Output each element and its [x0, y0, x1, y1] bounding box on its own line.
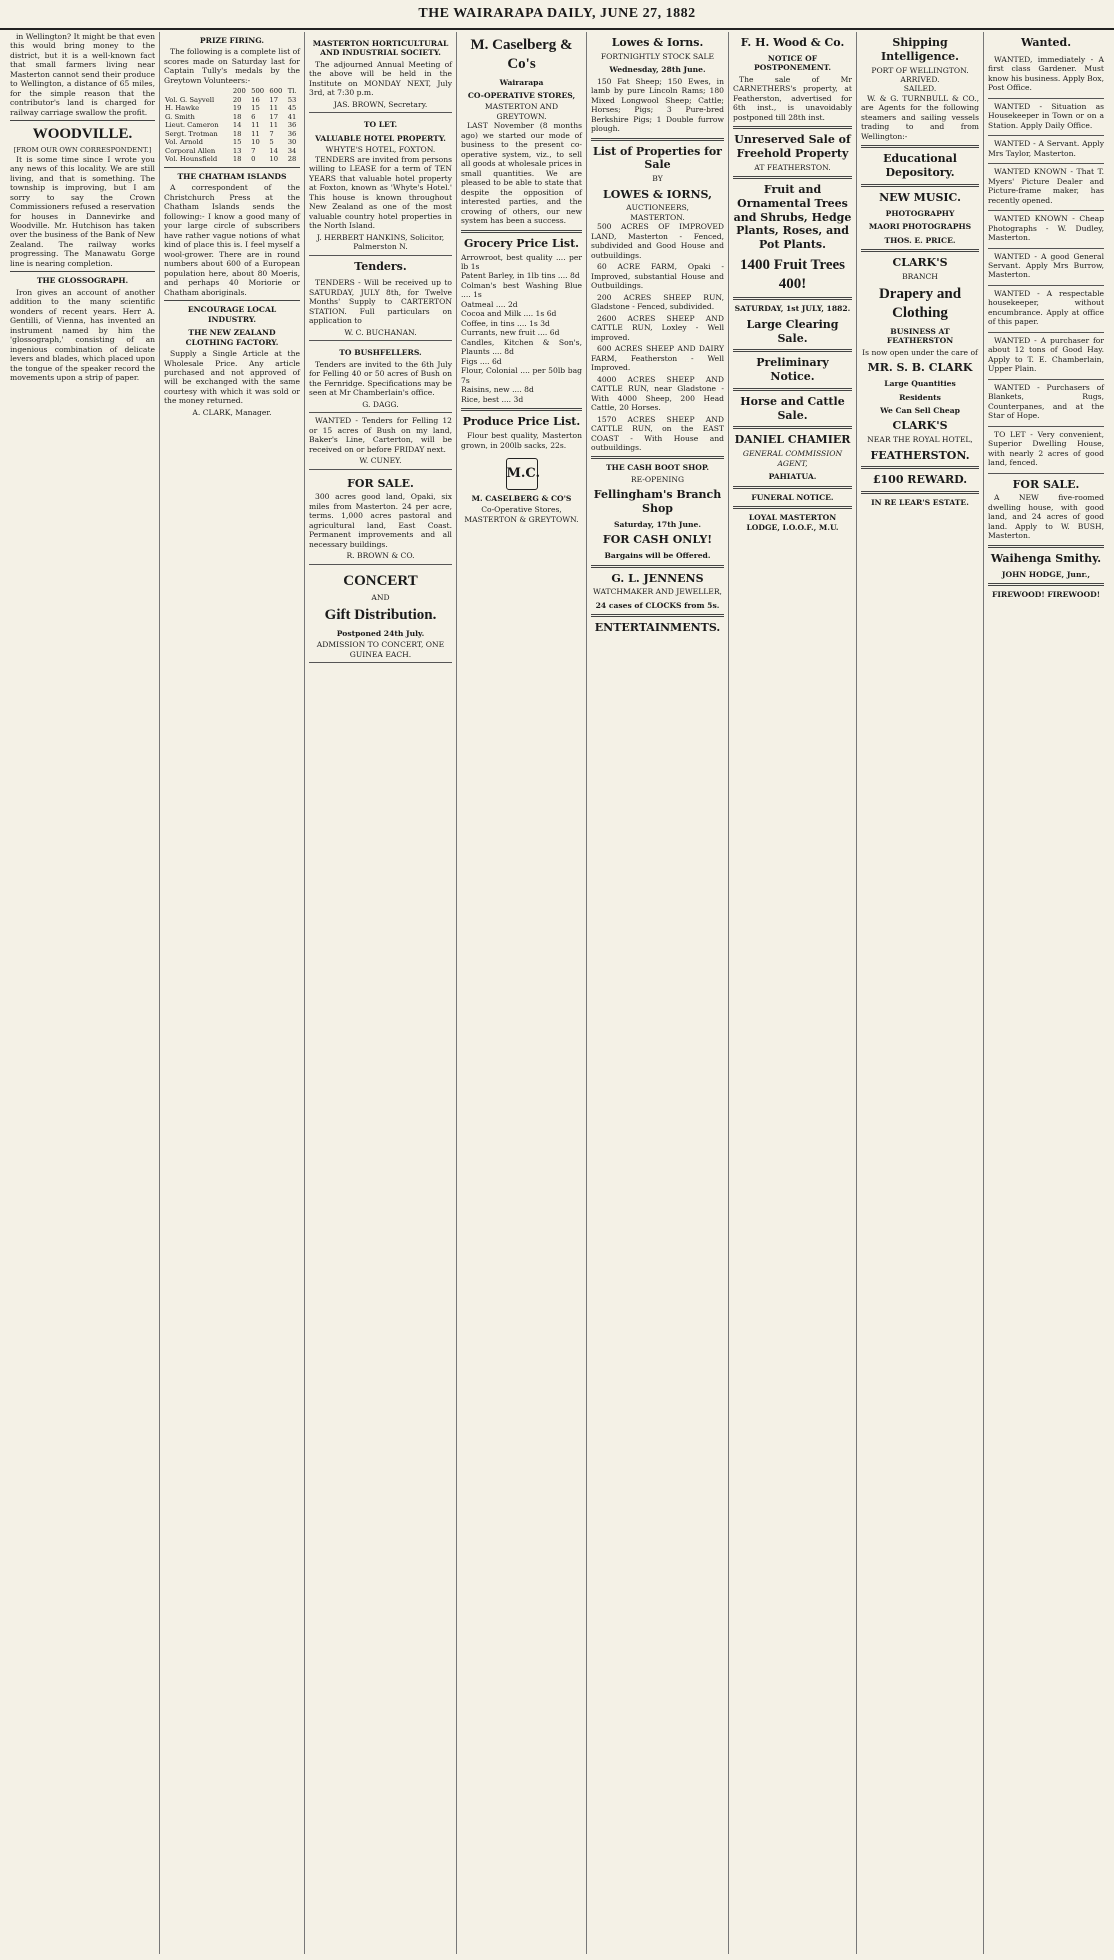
- produce-body: Flour best quality, Masterton grown, in 200lb sacks, 22s.: [461, 431, 582, 450]
- prize-intro: The following is a complete list of scores made on Saturday last for Captain Tully's medals by the Greytown Volunteers:-: [164, 47, 300, 85]
- list-item: Oatmeal .... 2d: [461, 299, 518, 309]
- table-cell: H. Hawke: [165, 104, 200, 113]
- turnbull-body: W. & G. TURNBULL & CO., are Agents for the following steamers and sailing vessels trading to and from Wellington:-: [861, 93, 979, 141]
- divider: [733, 486, 852, 489]
- featherston-business: BUSINESS AT FEATHERSTON: [886, 326, 954, 346]
- table-row: [164, 113, 300, 121]
- table-cell: 15: [232, 138, 242, 147]
- properties-by: BY: [652, 174, 663, 184]
- educational-heading: Educational Depository.: [883, 152, 957, 180]
- woodville-heading: WOODVILLE.: [32, 126, 133, 143]
- table-cell: 45: [287, 104, 297, 113]
- hort-sign: JAS. BROWN, Secretary.: [333, 99, 428, 109]
- article-intro: in Wellington? It might be that even this would bring money to the district, but it is a well-known fact that small farmers living near Masterton cannot send their produce to Wellington, a distance of 65 miles, for the simple reason that the contributor's land is charged for railway carriage swallow the profit.: [10, 32, 155, 117]
- wairarapa-label: Wairarapa: [499, 77, 544, 87]
- lowes-sub: FORTNIGHTLY STOCK SALE: [600, 51, 715, 61]
- table-row: [164, 138, 300, 146]
- table-header-cell: Tl.: [287, 87, 297, 96]
- divider: [861, 491, 979, 494]
- clarks-heading: CLARK'S: [892, 256, 948, 270]
- watchmaker-label: WATCHMAKER AND JEWELLER,: [593, 587, 722, 597]
- column-5: [587, 32, 729, 1954]
- table-header-cell: [164, 87, 232, 95]
- branch-label: BRANCH: [902, 271, 938, 281]
- divider: [591, 456, 724, 459]
- felling-ad: [309, 413, 452, 469]
- table-header-cell: 500: [251, 87, 265, 96]
- table-cell: 20: [232, 95, 242, 104]
- divider: [733, 176, 852, 179]
- to-let-heading: TO LET.: [363, 120, 398, 130]
- sell-cheap: We Can Sell Cheap: [880, 405, 960, 415]
- column-4: [457, 32, 587, 1954]
- for-sale-body: 300 acres good land, Opaki, six miles from Masterton. 24 per acre, terms. 1,000 acres pastoral and agricultural land, East Coast. Permanent improvements and all necessary buildings.: [309, 492, 452, 549]
- admission-notice: ADMISSION TO CONCERT, ONE GUINEA EACH.: [316, 640, 445, 659]
- prize-heading: PRIZE FIRING.: [199, 36, 265, 45]
- tenders-sign: W. C. BUCHANAN.: [344, 327, 417, 337]
- lowes-heading: Lowes & Iorns.: [611, 36, 704, 49]
- caselberg-heading: M. Caselberg & Co's: [470, 37, 573, 72]
- chatham-heading: THE CHATHAM ISLANDS: [177, 171, 287, 181]
- property-item: 2600 ACRES SHEEP AND CATTLE RUN, Loxley - Well improved.: [591, 313, 724, 342]
- tenders-heading: Tenders.: [354, 259, 407, 273]
- divider: [164, 167, 300, 168]
- columns: [6, 32, 1108, 1954]
- to-let-text: TO LET - Very convenient, Superior Dwelling House, with nearly 2 acres of good land, fenced.: [988, 429, 1104, 468]
- list-item: Candles, Kitchen & Son's, Plaunts .... 8d: [461, 337, 582, 357]
- properties-town: MASTERTON.: [630, 212, 685, 222]
- trees-count: 1400 Fruit Trees 400!: [740, 256, 845, 292]
- table-row: [164, 155, 300, 163]
- table-row: [164, 104, 300, 112]
- general-commission: GENERAL COMMISSION AGENT,: [742, 449, 843, 468]
- table-cell: 14: [232, 121, 242, 130]
- table-row: [164, 130, 300, 138]
- divider: [861, 184, 979, 187]
- hort-heading: MASTERTON HORTICULTURAL AND INDUSTRIAL SOCIETY.: [312, 39, 449, 58]
- clothing-signoff: A. CLARK, Manager.: [192, 407, 272, 417]
- property-item: 200 ACRES SHEEP RUN, Gladstone - Fenced, subdivided.: [591, 292, 724, 312]
- paper-title: THE WAIRARAPA DAILY, JUNE 27, 1882: [418, 6, 696, 21]
- table-cell: 53: [287, 95, 297, 104]
- coop-label: CO-OPERATIVE STORES,: [467, 90, 576, 100]
- table-cell: Vol. Arnold: [165, 138, 204, 147]
- table-cell: 30: [287, 138, 297, 147]
- column-8: [984, 32, 1108, 1954]
- for-sale-heading: FOR SALE.: [347, 476, 414, 490]
- unreserved-heading: Unreserved Sale of Freehold Property: [734, 133, 851, 160]
- jennens-heading: G. L. JENNENS: [611, 571, 704, 585]
- foxton-sign: J. HERBERT HANKINS, Solicitor, Palmerston N.: [316, 232, 445, 252]
- glossograph-body: Iron gives an account of another addition to the many scientific wonders of recent years. Herr A. Gentilli, of Vienna, has invented an instrument named by him the 'glossograph,' consisting of an ingenious combination of delicate levers and blades, which placed upon the tongue of the speaker record the movements upon a strip of paper.: [10, 287, 155, 383]
- grocery-list: [461, 253, 582, 405]
- table-cell: 11: [269, 121, 279, 130]
- table-cell: 11: [269, 104, 279, 113]
- list-item: Cocoa and Milk .... 1s 6d: [461, 309, 557, 319]
- table-cell: 18: [232, 129, 242, 138]
- wanted-text: WANTED - A good General Servant. Apply Mrs Burrow, Masterton.: [988, 251, 1104, 280]
- table-row: [164, 121, 300, 129]
- at-featherston: AT FEATHERSTON.: [754, 162, 831, 172]
- table-cell: 10: [251, 138, 260, 147]
- produce-heading: Produce Price List.: [462, 415, 581, 429]
- to-let-house: [988, 427, 1104, 474]
- coop-body: LAST November (8 months ago) we started our mode of business to the present co-operative system, viz., to sell all goods at wholesale prices in small quantities. We are pleased to be able to state that despite the opposition of interested parties, and the crowing of others, our new system has been a success.: [461, 121, 582, 226]
- clarks-heading-2: CLARK'S: [892, 419, 948, 433]
- for-sale-sign: R. BROWN & CO.: [346, 551, 415, 561]
- wanted-text: WANTED - A purchaser for about 12 tons of Good Hay. Apply to T. E. Chamberlain, Upper Plain.: [988, 335, 1104, 374]
- divider: [164, 300, 300, 301]
- table-cell: 6: [251, 112, 256, 121]
- divider: [861, 466, 979, 469]
- for-sale-heading: FOR SALE.: [1012, 477, 1080, 491]
- foxton-sub: WHYTE'S HOTEL, FOXTON.: [325, 145, 436, 155]
- opening-day: Saturday, 17th June.: [614, 519, 701, 529]
- new-music-heading: NEW MUSIC.: [879, 190, 961, 204]
- bushfellers-heading: TO BUSHFELLERS.: [339, 348, 422, 358]
- footer-sub: Co-Operative Stores,: [481, 505, 562, 515]
- cash-boot-heading: THE CASH BOOT SHOP.: [606, 463, 709, 473]
- divider: [733, 126, 852, 129]
- residents: Residents: [899, 392, 941, 402]
- prelim-notice: Preliminary Notice.: [756, 356, 829, 384]
- pahiatua: PAHIATUA.: [768, 472, 817, 482]
- divider: [861, 249, 979, 252]
- price-sign: THOS. E. PRICE.: [884, 235, 956, 245]
- shipping-heading: Shipping Intelligence.: [881, 36, 959, 63]
- wanted-item: [988, 136, 1104, 164]
- table-cell: Vol. Hounsfield: [165, 155, 218, 164]
- footer-loc: MASTERTON & GREYTOWN.: [464, 514, 579, 524]
- prize-table: [164, 87, 300, 163]
- wanted-item: [988, 380, 1104, 427]
- table-cell: 14: [269, 146, 279, 155]
- saturday-date: SATURDAY, 1st JULY, 1882.: [734, 304, 851, 314]
- lear-heading: IN RE LEAR'S ESTATE.: [871, 498, 969, 508]
- wanted-text: WANTED - A respectable housekeeper, without encumbrance. Apply at office of this paper.: [988, 288, 1104, 327]
- hort-society-ad: [309, 32, 452, 113]
- wanted-text: WANTED - A Servant. Apply Mrs Taylor, Masterton.: [988, 139, 1104, 158]
- property-item: 600 ACRES SHEEP AND DAIRY FARM, Featherston - Well Improved.: [591, 344, 724, 373]
- lowes-list: 150 Fat Sheep; 150 Ewes, in lamb by pure Lincoln Rams; 180 Mixed Longwool Sheep; Cattle; Horses; Pigs; 3 Pure-bred Berkshire Pigs; 1 Double furrow plough.: [591, 76, 724, 134]
- prize-table-header: [164, 87, 300, 95]
- column-2: [160, 32, 305, 1954]
- postponement-heading: NOTICE OF POSTPONEMENT.: [754, 53, 831, 73]
- divider: [733, 349, 852, 352]
- lodge-heading: LOYAL MASTERTON LODGE, I.O.O.F., M.U.: [746, 513, 839, 532]
- table-cell: 34: [287, 146, 297, 155]
- property-item: 4000 ACRES SHEEP AND CATTLE RUN, near Gladstone - With 4000 Sheep, 200 Head Cattle, 20 Horses.: [591, 374, 724, 413]
- for-sale-ad: [309, 470, 452, 565]
- glossograph-heading: THE GLOSSOGRAPH.: [36, 276, 129, 286]
- table-cell: 16: [251, 95, 260, 104]
- bushfellers-ad: [309, 341, 452, 413]
- divider: [988, 545, 1104, 548]
- divider: [461, 408, 582, 411]
- divider: [861, 145, 979, 148]
- concert-ad: [309, 565, 452, 663]
- table-cell: 7: [251, 146, 256, 155]
- table-row: [164, 147, 300, 155]
- near-hotel: NEAR THE ROYAL HOTEL,: [867, 435, 973, 445]
- list-item: Colman's best Washing Blue .... 1s: [461, 280, 582, 300]
- table-cell: 18: [232, 112, 242, 121]
- divider: [461, 230, 582, 233]
- table-row: [164, 96, 300, 104]
- firewood-heading: FIREWOOD! FIREWOOD!: [991, 590, 1101, 600]
- wanted-item: [988, 164, 1104, 211]
- list-item: Figs .... 6d: [461, 356, 502, 366]
- clocks-label: 24 cases of CLOCKS from 5s.: [595, 600, 720, 610]
- tenders-ad: [309, 275, 452, 341]
- encourage-heading: ENCOURAGE LOCAL INDUSTRY.: [187, 305, 277, 324]
- sailed-heading: SAILED.: [903, 84, 937, 94]
- large-quantities: Large Quantities: [884, 379, 956, 389]
- table-header-cell: 200: [232, 87, 246, 96]
- featherston-heading: FEATHERSTON.: [870, 448, 970, 462]
- table-cell: 5: [269, 138, 274, 147]
- foxton-hotel-ad: [309, 113, 452, 255]
- properties-firm: LOWES & IORNS,: [603, 187, 712, 201]
- foxton-body: TENDERS are invited from persons willing to LEASE for a term of TEN YEARS that valuable hotel property at Foxton, known as 'Whyte's Hotel.' This house is known throughout New Zealand as one of the most valuable country hotel properties in the North Island.: [309, 154, 453, 231]
- divider: [733, 426, 852, 429]
- footer-name: M. CASELBERG & CO'S: [471, 493, 572, 503]
- photography-heading: PHOTOGRAPHY: [885, 208, 955, 218]
- table-cell: Sergt. Trotman: [165, 129, 218, 138]
- grocery-heading: Grocery Price List.: [463, 236, 580, 250]
- table-cell: 17: [269, 112, 279, 121]
- table-cell: Lieut. Cameron: [165, 121, 219, 130]
- divider: [733, 388, 852, 391]
- chamier-name: DANIEL CHAMIER: [734, 433, 851, 447]
- table-cell: 36: [287, 129, 297, 138]
- for-cash: FOR CASH ONLY!: [602, 533, 713, 547]
- table-cell: 11: [251, 129, 260, 138]
- property-item: 60 ACRE FARM, Opaki - Improved, substantial House and Outbuildings.: [591, 262, 724, 291]
- clark-name: MR. S. B. CLARK: [867, 361, 973, 375]
- bushfellers-sign: G. DAGG.: [362, 399, 399, 409]
- property-item: 500 ACRES OF IMPROVED LAND, Masterton - Fenced, subdivided and Good House and outbuildings.: [591, 222, 724, 260]
- chatham-body: A correspondent of the Christchurch Press at the Chatham Islands sends the following:- I know a good many of your large circle of subscribers have rather vague notions of what kind of place this is. I feel myself a wool-grower. There are in round numbers about 600 of a European population here, about 80 Moeris, and perhaps 40 Moriorie or Chatham aboriginals.: [164, 183, 300, 297]
- table-cell: 7: [269, 129, 274, 138]
- entertainments-heading: ENTERTAINMENTS.: [594, 621, 721, 635]
- properties-heading: List of Properties for Sale: [593, 144, 722, 172]
- divider: [591, 565, 724, 568]
- postponed-notice: Postponed 24th July.: [336, 628, 425, 638]
- drapery-heading: Drapery and Clothing: [878, 286, 962, 322]
- lowes-date: Wednesday, 28th June.: [609, 65, 706, 75]
- wood-heading: F. H. Wood & Co.: [740, 36, 845, 49]
- foxton-heading: VALUABLE HOTEL PROPERTY.: [315, 133, 446, 143]
- wanted-item: [988, 249, 1104, 286]
- table-cell: 18: [232, 155, 242, 164]
- table-cell: Corporal Allen: [165, 146, 216, 155]
- gift-heading: Gift Distribution.: [324, 607, 437, 624]
- wanted-item: [988, 211, 1104, 248]
- column-3: [305, 32, 457, 1954]
- table-cell: 15: [251, 104, 260, 113]
- wanted-item: [988, 286, 1104, 333]
- column-6: [729, 32, 857, 1954]
- wanted-text: WANTED - Purchasers of Blankets, Rugs, Counterpanes, and at the Star of Hope.: [988, 382, 1104, 421]
- smithy-heading: Waihenga Smithy.: [990, 551, 1102, 565]
- clothing-factory-body: Supply a Single Article at the Wholesale Price. Any article purchased and not approved of will be exchanged with the same courtesy with which it was sold or the money returned.: [164, 349, 300, 406]
- divider: [10, 120, 155, 121]
- column-1: [6, 32, 160, 1954]
- table-header-cell: 600: [269, 87, 283, 96]
- port-heading: PORT OF WELLINGTON.: [871, 65, 969, 75]
- properties-auctioneers: AUCTIONEERS,: [626, 203, 689, 213]
- wanted-text: WANTED, immediately - A first class Gardener. Must know his business. Apply Box, Post Office.: [988, 54, 1104, 93]
- masthead: [0, 0, 1114, 30]
- wanted-item: [988, 52, 1104, 99]
- concert-heading: CONCERT: [343, 572, 418, 589]
- hodge-name: JOHN HODGE, Junr.,: [1001, 569, 1091, 579]
- hort-body: The adjourned Annual Meeting of the above will be held in the Institute on MONDAY NEXT, July 3rd, at 7:30 p.m.: [309, 59, 452, 98]
- divider: [733, 297, 852, 300]
- felling-sign: W. CUNEY.: [359, 456, 402, 466]
- reward-heading: £100 REWARD.: [872, 473, 968, 487]
- fellingham-heading: Fellingham's Branch Shop: [593, 488, 722, 516]
- table-cell: Vol. G. Sayvell: [165, 95, 215, 104]
- list-item: Raisins, new .... 8d: [461, 385, 534, 395]
- wanted-item: [988, 99, 1104, 136]
- property-item: 1570 ACRES SHEEP AND CATTLE RUN, on the EAST COAST - With House and outbuildings.: [591, 414, 724, 452]
- wanted-text: WANTED KNOWN - That T. Myers' Picture Dealer and Picture-frame maker, has recently opened.: [988, 167, 1104, 205]
- funeral-notice: FUNERAL NOTICE.: [751, 492, 834, 502]
- for-sale-body: A NEW five-roomed dwelling house, with good land, and 24 acres of good land. Apply to W. BUSH, Masterton.: [988, 493, 1104, 541]
- reopening-label: RE-OPENING: [630, 474, 685, 484]
- mc-logo-icon: M.C.: [506, 458, 538, 490]
- maori-heading: MAORI PHOTOGRAPHS: [868, 222, 972, 232]
- tenders-body: TENDERS - Will be received up to SATURDAY, JULY 8th, for Twelve Months' Supply to CARTERTON STATION. Full particulars on application to: [309, 278, 452, 326]
- table-cell: 11: [251, 121, 260, 130]
- wanted-item: [988, 333, 1104, 380]
- concert-sub: AND: [371, 592, 390, 602]
- table-cell: 41: [287, 112, 297, 121]
- now-under: Is now open under the care of: [862, 347, 978, 357]
- bushfellers-body: Tenders are invited to the 6th July for Felling 40 or 50 acres of Bush on the Fernridge. Specifications may be seen at Mr Chamberlain's office.: [309, 359, 452, 398]
- arrived-heading: ARRIVED.: [900, 74, 940, 84]
- table-cell: 17: [269, 95, 279, 104]
- woodville-body: It is some time since I wrote you any news of this locality. We are still living, and that is something. The township is improving, but I am sorry to say the Crown Commissioners refused a reservation for houses in Dannevirke and Woodville. Mr. Hutchison has taken over the business of the Bank of New Zealand. The railway works progressing. The Manawatu Gorge line is nearing completion.: [10, 154, 155, 268]
- trees-heading: Fruit and Ornamental Trees and Shrubs, Hedge Plants, Roses, and Pot Plants.: [733, 183, 852, 252]
- list-item: Arrowroot, best quality .... per lb 1s: [461, 252, 582, 271]
- table-cell: 0: [251, 155, 256, 164]
- clearing-sale: Large Clearing Sale.: [746, 317, 839, 345]
- table-cell: 19: [232, 104, 242, 113]
- felling-body: WANTED - Tenders for Felling 12 or 15 acres of Bush on my land, Baker's Line, Carterton, will be received on or before FRIDAY next.: [309, 416, 452, 454]
- divider: [10, 271, 155, 272]
- list-item: Patent Barley, in 1lb tins .... 8d: [461, 271, 580, 281]
- divider: [591, 614, 724, 617]
- postponement-body: The sale of Mr CARNETHERS's property, at Featherston, advertised for 6th inst., is unavoidably postponed till 28th inst.: [733, 74, 852, 122]
- table-cell: 10: [269, 155, 279, 164]
- divider: [733, 506, 852, 509]
- bargains: Bargains will be Offered.: [604, 551, 711, 561]
- table-cell: 36: [287, 121, 297, 130]
- woodville-subheading: [FROM OUR OWN CORRESPONDENT.]: [13, 146, 152, 155]
- list-item: Rice, best .... 3d: [461, 394, 524, 404]
- table-cell: 28: [287, 155, 297, 164]
- column-7: [857, 32, 984, 1954]
- divider: [591, 138, 724, 141]
- divider: [988, 583, 1104, 586]
- horse-cattle-sale: Horse and Cattle Sale.: [740, 394, 845, 422]
- clothing-factory-heading: THE NEW ZEALAND CLOTHING FACTORY.: [185, 328, 279, 347]
- table-cell: 13: [232, 146, 242, 155]
- wanted-heading: Wanted.: [1020, 36, 1072, 49]
- wanted-text: WANTED KNOWN - Cheap Photographs - W. Dudley, Masterton.: [988, 214, 1104, 243]
- coop-locations: MASTERTON AND GREYTOWN.: [484, 102, 559, 121]
- caselberg-logo-row: [461, 458, 582, 490]
- list-item: Flour, Colonial .... per 50lb bag 7s: [461, 366, 582, 385]
- wanted-text: WANTED - Situation as Housekeeper in Town or on a Station. Apply Daily Office.: [988, 101, 1104, 130]
- table-cell: G. Smith: [165, 112, 195, 121]
- list-item: Coffee, in tins .... 1s 3d: [461, 318, 550, 328]
- list-item: Currants, new fruit .... 6d: [461, 328, 560, 338]
